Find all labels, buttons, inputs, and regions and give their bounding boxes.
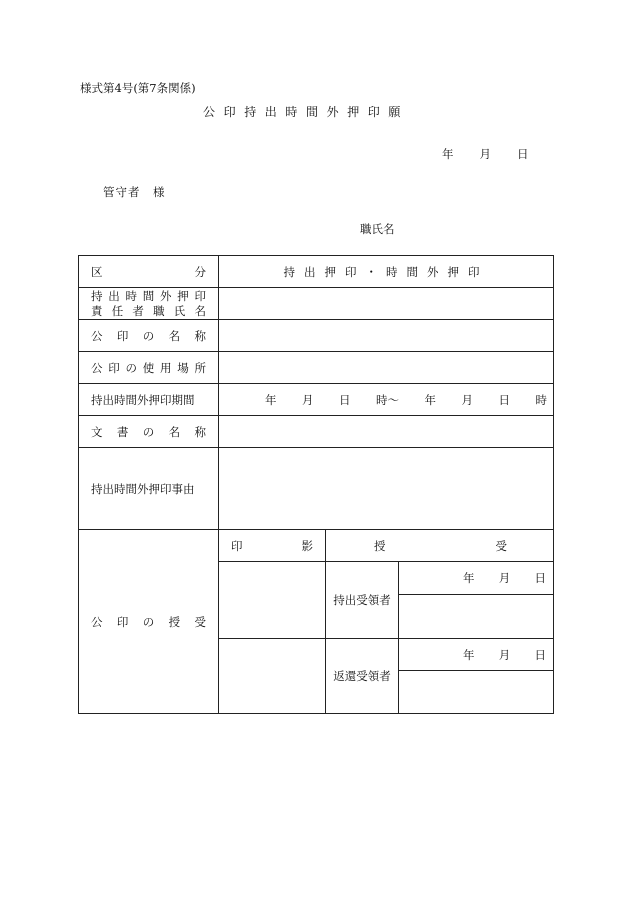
- takeout-receiver-cell: [326, 562, 399, 639]
- seal-impression-char: 印: [231, 538, 243, 553]
- responsible-char: 職: [153, 303, 165, 318]
- application-form-table: [78, 255, 554, 714]
- period-hour-to: 時: [535, 392, 547, 407]
- handover-char: の: [142, 614, 155, 629]
- return-day: 日: [534, 647, 547, 662]
- period-day: 日: [339, 392, 351, 407]
- row-document-name: [79, 416, 554, 448]
- seal-name-char: の: [142, 328, 155, 343]
- responsible-char: 印: [194, 288, 206, 303]
- usage-place-value-cell[interactable]: [219, 352, 554, 384]
- receipt-header: [326, 530, 554, 562]
- responsible-char: 名: [194, 303, 206, 318]
- return-year: 年: [463, 647, 475, 662]
- receipt-char: 受: [495, 538, 508, 553]
- category-label-cell: [79, 256, 219, 288]
- document-name-char: 書: [116, 424, 129, 439]
- return-receiver-cell: [326, 639, 399, 714]
- row-handover-header: [79, 530, 554, 562]
- takeout-date-cell[interactable]: [399, 562, 554, 595]
- responsible-char: 任: [111, 303, 124, 318]
- seal-name-char: 印: [116, 328, 129, 343]
- reason-label-cell: [79, 448, 219, 530]
- date-line: [442, 146, 529, 162]
- return-signature-cell[interactable]: [399, 671, 554, 714]
- period-label: 持出時間外押印期間: [91, 392, 195, 407]
- document-title: 公印持出時間外押印願: [203, 105, 410, 119]
- responsible-char: 外: [160, 288, 172, 303]
- period-year: 年: [424, 392, 436, 407]
- document-name-char: 称: [194, 424, 206, 439]
- seal-name-char: 公: [91, 328, 103, 343]
- document-name-char: 文: [91, 424, 103, 439]
- usage-place-char: 公: [91, 360, 103, 375]
- seal-name-value-cell[interactable]: [219, 320, 554, 352]
- usage-place-char: 場: [177, 360, 189, 375]
- usage-place-char: 使: [142, 360, 155, 375]
- usage-place-char: の: [125, 360, 137, 375]
- category-label-2: 分: [194, 264, 206, 279]
- responsible-char: 押: [177, 288, 189, 303]
- date-day: 日: [517, 147, 529, 161]
- period-hour-from: 時〜: [376, 392, 399, 407]
- responsible-label-cell: [79, 288, 219, 320]
- form-number: 様式第4号(第7条関係): [80, 81, 196, 95]
- document-name-char: 名: [168, 424, 181, 439]
- return-date-cell[interactable]: [399, 639, 554, 671]
- document-name-value-cell[interactable]: [219, 416, 554, 448]
- date-year: 年: [442, 147, 454, 161]
- row-reason: [79, 448, 554, 530]
- takeout-signature-cell[interactable]: [399, 595, 554, 639]
- period-day: 日: [498, 392, 510, 407]
- official-name-label: 職氏名: [360, 222, 395, 236]
- handover-char: 受: [194, 614, 206, 629]
- usage-place-char: 所: [194, 360, 206, 375]
- return-month: 月: [498, 647, 511, 662]
- receipt-char: 授: [374, 538, 386, 553]
- return-seal-impression-cell[interactable]: [219, 639, 326, 714]
- row-usage-place: [79, 352, 554, 384]
- return-receiver-label: 返還受領者: [333, 669, 391, 683]
- seal-impression-char: 影: [301, 538, 313, 553]
- handover-label-cell: [79, 530, 219, 714]
- handover-char: 授: [168, 614, 181, 629]
- row-category: [79, 256, 554, 288]
- handover-char: 印: [116, 614, 129, 629]
- responsible-char: 者: [132, 303, 144, 318]
- period-month: 月: [461, 392, 473, 407]
- responsible-char: 間: [142, 288, 155, 303]
- takeout-day: 日: [534, 571, 547, 585]
- row-seal-name: [79, 320, 554, 352]
- seal-name-char: 称: [194, 328, 206, 343]
- takeout-month: 月: [498, 571, 511, 585]
- date-month: 月: [479, 147, 491, 161]
- seal-impression-header: [219, 530, 326, 562]
- takeout-receiver-label: 持出受領者: [333, 593, 391, 607]
- period-month: 月: [302, 392, 314, 407]
- responsible-char: 時: [125, 288, 137, 303]
- responsible-value-cell[interactable]: [219, 288, 554, 320]
- handover-char: 公: [91, 614, 103, 629]
- responsible-char: 持: [91, 288, 103, 303]
- period-value-cell[interactable]: [219, 384, 554, 416]
- seal-name-char: 名: [168, 328, 181, 343]
- seal-name-label-cell: [79, 320, 219, 352]
- category-label-1: 区: [91, 264, 103, 279]
- usage-place-char: 用: [160, 360, 172, 375]
- document-name-label-cell: [79, 416, 219, 448]
- reason-value-cell[interactable]: [219, 448, 554, 530]
- row-responsible: [79, 288, 554, 320]
- responsible-char: 氏: [173, 303, 186, 318]
- takeout-year: 年: [463, 571, 475, 585]
- takeout-seal-impression-cell[interactable]: [219, 562, 326, 639]
- category-value-cell: [219, 256, 554, 288]
- reason-label: 持出時間外押印事由: [91, 481, 195, 496]
- responsible-char: 責: [91, 303, 103, 318]
- responsible-char: 出: [108, 288, 120, 303]
- category-value: 持出押印・時間外押印: [283, 264, 489, 279]
- usage-place-label-cell: [79, 352, 219, 384]
- period-year: 年: [265, 392, 277, 407]
- usage-place-char: 印: [108, 360, 120, 375]
- document-name-char: の: [142, 424, 155, 439]
- addressee: 管守者 様: [103, 185, 166, 199]
- row-period: [79, 384, 554, 416]
- period-label-cell: [79, 384, 219, 416]
